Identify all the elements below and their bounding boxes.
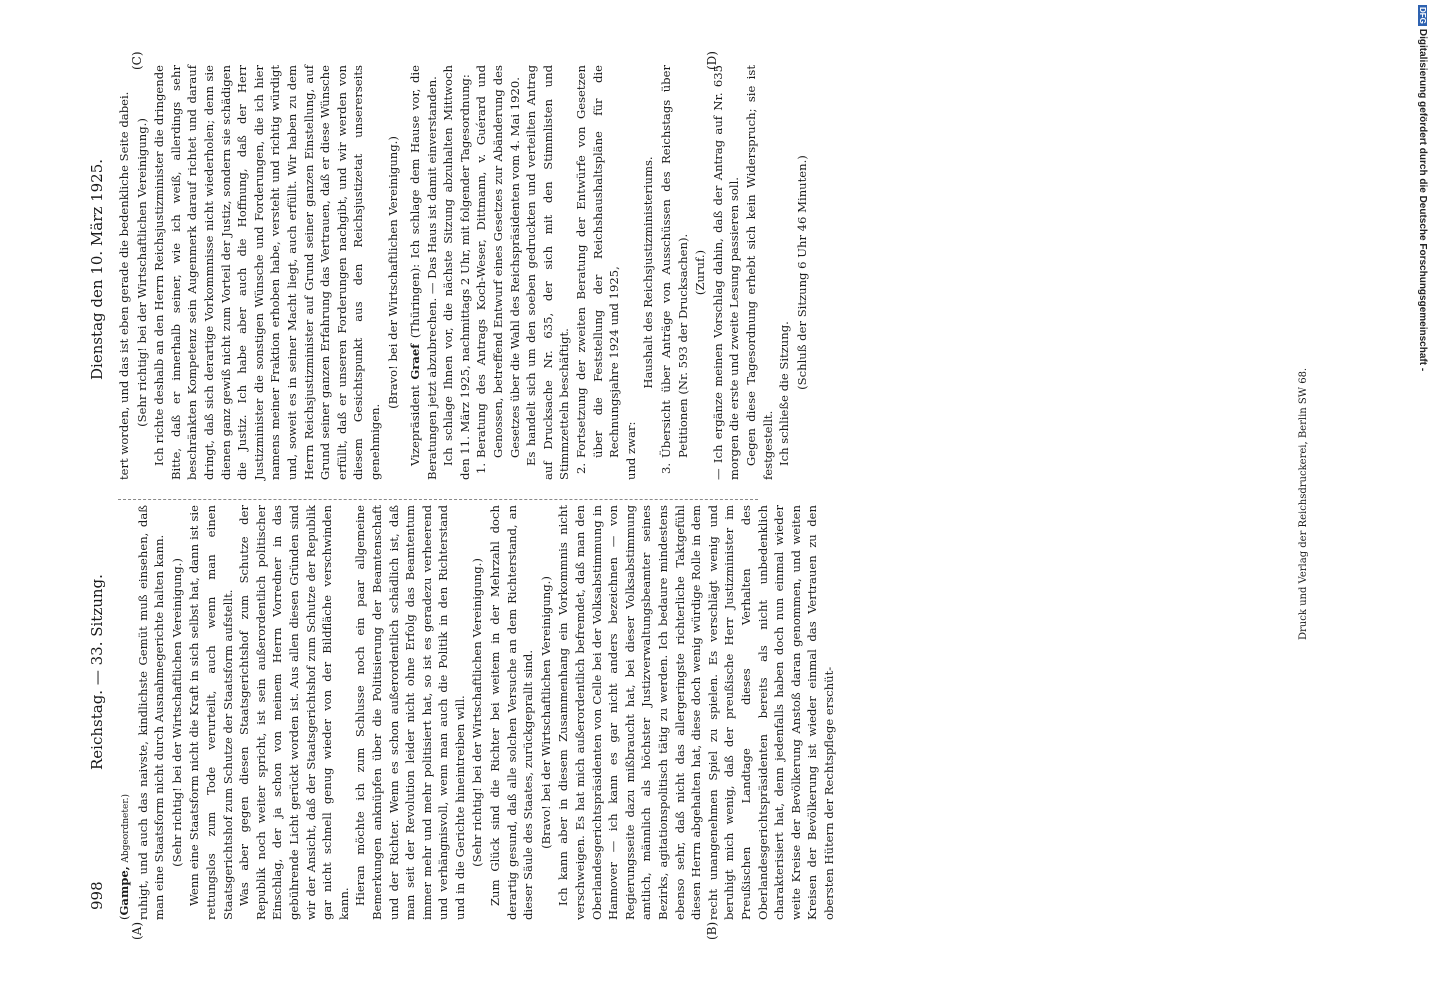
- digitization-note-label: Digitalisierung gefördert durch die Deutsche Forschungsgemeinschaft -: [1417, 28, 1428, 372]
- paragraph: Ich kann aber in diesem Zusammenhang ein Vorkommnis nicht verschweigen. Es hat mich außerordentlich befremdet, daß man den Oberlandesgerichtspräsidenten von Celle bei der Volksabstimmung in Hannover — ich kann es gar nicht anders bezeichnen — von Regierungsseite dazu mißbraucht hat, bei dieser Volksabstimmung amtlich, männlich als höchster Justizverwaltungsbeamter seines Bezirks, agitationspolitisch tätig zu werden. Ich bedaure mindestens ebenso sehr, daß nicht das allergeringste richterliche Taktgefühl diesen Herrn abgehalten hat, diese doch wenig würdige Rolle in dem recht unangenehmen Spiel zu spielen. Es verschlägt wenig und beruhigt mich wenig, daß der preußische Herr Justizminister im Preußischen Landtage dieses Verhalten des Oberlandesgerichtspräsidenten bereits als nicht unbedenklich charakterisiert hat, denn jedenfalls haben doch nun einmal wieder weite Kreise der Bevölkerung Anstoß daran genommen, und weiten Kreisen der Bevölkerung ist wieder einmal das Vertrauen zu den obersten Hütern der Rechtspflege erschüt-: [556, 505, 836, 920]
- agenda-item-text: Beratung des Antrags Koch-Weser, Dittmann, v. Guérard und Genossen, betreffend Entwurf eines Gesetzes zur Abänderung des Gesetzes über die Wahl des Reichspräsidenten vom 4. Mai 1920.: [474, 65, 522, 458]
- agenda-item-number: 3.: [659, 462, 673, 474]
- interjection: (Bravo! bei der Wirtschaftlichen Vereinigung.): [538, 576, 553, 849]
- agenda-item: [658, 65, 691, 480]
- vice-president-text: (Thüringen): Ich schlage dem Hause vor, die Beratungen jetzt abzubrechen. — Das Haus ist damit einverstanden.: [408, 64, 439, 480]
- paragraph: Was aber gegen diesen Staatsgerichtshof zum Schutze der Republik noch weiter spricht, ist sein außerordentlich politischer Einschlag, der ja schon von meinem Herrn Vorredner in das gebührende Licht gerückt worden ist. Aus allen diesen Gründen sind wir der Ansicht, daß der Staatsgerichtshof zum Schutze der Republik gar nicht schnell genug wieder von der Bildfläche verschwinden kann.: [237, 505, 351, 920]
- agenda-subheading: Haushalt des Reichsjustizministeriums.: [641, 156, 656, 389]
- running-header-right: Dienstag den 10. März 1925.: [88, 158, 106, 380]
- paragraph: Gegen diese Tagesordnung erhebt sich kein Widerspruch; sie ist festgestellt.: [743, 65, 775, 480]
- printer-footer: Druck und Verlag der Reichsdruckerei, Berlin SW 68.: [1298, 367, 1309, 640]
- agenda-item-text: Fortsetzung der zweiten Beratung der Entwürfe von Gesetzen über die Feststellung der Reichshaushaltspläne für die Rechnungsjahre 1924 und 1925,: [574, 65, 622, 458]
- agenda-item-number: 1.: [474, 462, 489, 474]
- margin-mark-b: (B): [705, 921, 719, 940]
- interjection: (Sehr richtig! bei der Wirtschaftlichen Vereinigung.): [169, 558, 184, 867]
- paragraph: Wenn eine Staatsform nicht die Kraft in sich selbst hat, dann ist sie rettungslos zum Tode verurteilt, auch wenn man einen Staatsgerichtshof zum Schutze der Staatsform aufstellt.: [187, 505, 235, 920]
- page-number: 998: [88, 881, 106, 910]
- speaker-paragraph: (Gampe, Abgeordneter.): [117, 793, 131, 920]
- paragraph: — Ich ergänze meinen Vorschlag dahin, daß der Antrag auf Nr. 635 morgen die erste und zweite Lesung passieren soll.: [710, 65, 742, 480]
- margin-mark-d: (D): [705, 51, 719, 70]
- vice-president-name: Graef: [408, 343, 423, 380]
- margin-mark-c: (C): [130, 51, 144, 70]
- running-header-left: Reichstag. — 33. Sitzung.: [88, 574, 106, 770]
- paragraph: und zwar:: [623, 421, 638, 480]
- column-divider: [118, 499, 758, 500]
- agenda-item-number: 2.: [574, 462, 589, 474]
- paragraph: Ich richte deshalb an den Herrn Reichsjustizminister die dringende Bitte, daß er innerhalb seiner, wie ich weiß, allerdings sehr beschränkten Kompetenz sein Augenmerk darauf richtet und darauf dringt, daß sich derartige Vorkommnisse nicht wiederholen; denn sie dienen ganz gewiß nicht zum Vorteil der Justiz, sondern sie schädigen die Justiz. Ich habe aber auch die Hoffnung, daß der Herr Justizminister die sonstigen Wünsche und Forderungen, die ich hier namens meiner Fraktion erhoben habe, versteht und richtig würdigt und, soweit es in seiner Macht liegt, auch erfüllt. Wir haben zu dem Herrn Reichsjustizminister auf Grund seiner ganzen Einstellung, auf Grund seiner ganzen Erfahrung das Vertrauen, daß er diese Wünsche erfüllt, daß er unseren Forderungen nachgibt, und wir werden von diesem Gesichtspunkt aus den Reichsjustizetat unsererseits genehmigen.: [152, 65, 382, 480]
- digitization-note: [1412, 5, 1428, 390]
- agenda-item: [573, 65, 623, 480]
- paragraph: Ich schlage Ihnen vor, die nächste Sitzung abzuhalten Mittwoch den 11. März 1925, nachmittags 2 Uhr, mit folgender Tagesordnung:: [441, 65, 472, 480]
- digitization-note-text: [1412, 5, 1428, 390]
- paragraph: Es handelt sich um den soeben gedruckten und verteilten Antrag auf Drucksache Nr. 635, der sich mit den Stimmlisten und Stimmzetteln beschäftigt.: [524, 65, 572, 480]
- paragraph: Ich schließe die Sitzung.: [777, 321, 792, 466]
- speaker-name: Gampe,: [117, 866, 131, 916]
- paragraph: ruhigt, und auch das naivste, kindlichste Gemüt muß einsehen, daß man eine Staatsform nicht durch Ausnahmegerichte halten kann.: [135, 505, 167, 920]
- interjection: (Bravo! bei der Wirtschaftlichen Vereinigung.): [385, 136, 400, 409]
- agenda-item: [473, 65, 523, 480]
- dfg-logo-icon: DFG: [1418, 7, 1427, 24]
- paragraph: tert worden, und das ist eben gerade die bedenkliche Seite dabei.: [117, 91, 131, 480]
- right-text-column: [116, 65, 811, 480]
- margin-mark-a: (A): [130, 921, 144, 940]
- interjection: (Sehr richtig! bei der Wirtschaftlichen Vereinigung.): [470, 558, 485, 867]
- speaker-role: Abgeordneter.): [121, 793, 131, 863]
- paragraph: Hieran möchte ich zum Schlusse noch ein paar allgemeine Bemerkungen anknüpfen über die Politisierung der Beamtenschaft und der Richter. Wenn es schon außerordentlich schädlich ist, daß man seit der Revolution leider nicht ohne Erfolg das Beamtentum immer mehr und mehr politisiert hat, so ist es geradezu verheerend und verhängnisvoll, wenn man auch die Politik in den Richterstand und in die Gerichte hineintreiben will.: [353, 505, 467, 920]
- vice-president-label: Vizepräsident: [408, 385, 423, 466]
- agenda-item-text: Übersicht über Anträge von Ausschüssen des Reichstags über Petitionen (Nr. 593 der Drucksachen).: [659, 65, 690, 458]
- vice-president-paragraph: [407, 65, 440, 480]
- left-text-column: [116, 505, 838, 920]
- paragraph: Zum Glück sind die Richter bei weitem in der Mehrzahl doch derartig gesund, daß alle solchen Versuche an dem Richterstand, an dieser Säule des Staates, zurückgeprallt sind.: [488, 505, 536, 920]
- interjection: (Zuruf.): [693, 249, 708, 296]
- session-end-note: (Schluß der Sitzung 6 Uhr 46 Minuten.): [794, 155, 809, 390]
- interjection: (Sehr richtig! bei der Wirtschaftlichen Vereinigung.): [134, 118, 149, 427]
